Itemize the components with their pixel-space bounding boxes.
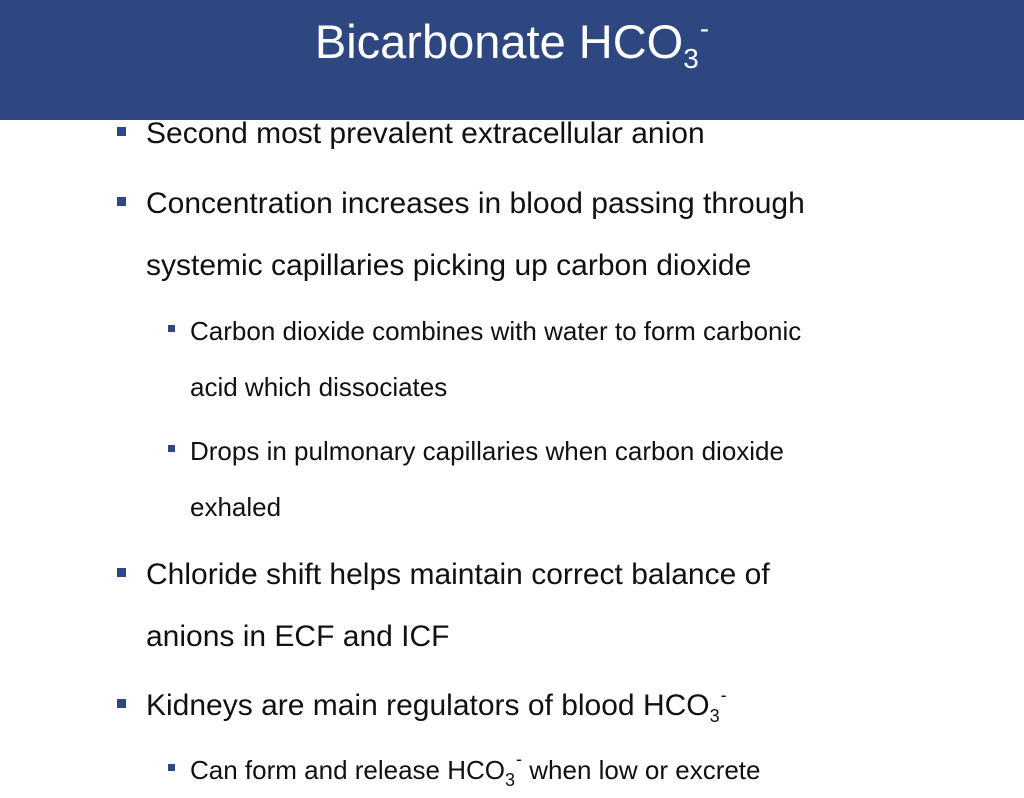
sub-bullet-item — [190, 742, 761, 798]
sub-bullet-superscript: - — [516, 749, 523, 769]
bullet-item — [146, 675, 727, 737]
bullet-item — [146, 173, 805, 297]
sub-bullet-text-line: Drops in pulmonary capillaries when carbon dioxide — [190, 436, 784, 466]
bullet-text-line: anions in ECF and ICF — [146, 620, 450, 653]
bullet-item — [146, 103, 705, 165]
square-bullet-icon — [117, 699, 126, 708]
square-bullet-icon — [168, 445, 175, 452]
sub-bullet-subscript: 3 — [505, 770, 516, 790]
square-bullet-icon — [117, 127, 126, 136]
square-bullet-icon — [117, 197, 126, 206]
bullet-superscript: - — [720, 685, 727, 705]
bullet-item — [146, 544, 770, 668]
sub-bullet-text-before: Can form and release HCO — [190, 755, 506, 785]
bullet-subscript: 3 — [709, 706, 720, 726]
sub-bullet-item — [190, 303, 801, 415]
bullet-text-line: Concentration increases in blood passing through — [146, 187, 805, 220]
slide-title-superscript: - — [699, 13, 710, 44]
slide-title-subscript: 3 — [683, 43, 699, 74]
sub-bullet-item — [190, 423, 784, 535]
sub-bullet-text — [190, 742, 761, 798]
square-bullet-icon — [117, 568, 126, 577]
sub-bullet-text-line: Carbon dioxide combines with water to form carbonic — [190, 316, 802, 346]
bullet-text-line: systemic capillaries picking up carbon dioxide — [146, 249, 752, 282]
square-bullet-icon — [168, 325, 175, 332]
sub-bullet-text-line: acid which dissociates — [190, 372, 448, 402]
sub-bullet-text-line: exhaled — [190, 492, 282, 522]
bullet-text — [146, 675, 727, 737]
slide-title-text: Bicarbonate HCO — [314, 15, 684, 68]
sub-bullet-text-after: when low or excrete — [522, 755, 761, 785]
bullet-text-main: Kidneys are main regulators of blood HCO — [146, 689, 710, 722]
bullet-text-line: Chloride shift helps maintain correct balance of — [146, 558, 770, 591]
bullet-text: Second most prevalent extracellular anion — [146, 117, 705, 150]
